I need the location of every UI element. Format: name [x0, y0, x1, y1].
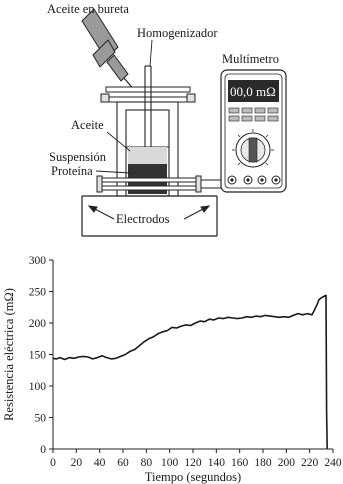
multimeter [221, 70, 286, 192]
x-tick-label: 240 [324, 457, 342, 469]
x-tick-label: 200 [277, 457, 295, 469]
oil-label: Aceite [71, 118, 104, 132]
y-tick-label: 50 [34, 412, 46, 425]
x-axis-title: Tiempo (segundos) [144, 470, 242, 484]
vessel-lid [101, 87, 195, 102]
multimeter-display-value: 00,0 mΩ [230, 84, 276, 99]
multimeter-label: Multímetro [222, 52, 279, 66]
y-axis-title: Resistencia eléctrica (mΩ) [2, 288, 16, 421]
electrodes-label: Electrodos [116, 212, 170, 226]
oil-leader-line [107, 132, 130, 151]
y-tick-label: 150 [28, 349, 46, 362]
oil-layer [128, 147, 167, 164]
suspension-label-line2: Proteína [51, 164, 93, 178]
x-tick-label: 120 [184, 457, 202, 469]
resistance-chart [2, 255, 342, 484]
suspension-leader-line [96, 171, 130, 173]
y-tick-label: 0 [40, 444, 46, 456]
y-tick-label: 300 [28, 255, 46, 267]
burette [82, 9, 136, 92]
x-tick-label: 0 [50, 457, 56, 469]
x-tick-label: 140 [207, 457, 225, 469]
homogenizer-leader-line [150, 40, 152, 66]
apparatus-diagram [47, 2, 286, 236]
y-tick-label: 100 [28, 381, 46, 393]
x-tick-label: 100 [161, 457, 179, 469]
suspension-label-line1: Suspensión [49, 150, 106, 164]
x-tick-label: 80 [140, 457, 153, 469]
y-tick-label: 200 [28, 318, 46, 330]
x-tick-label: 60 [117, 457, 129, 469]
x-tick-label: 20 [70, 457, 83, 469]
y-tick-label: 250 [28, 286, 46, 299]
x-tick-label: 160 [231, 457, 249, 469]
series-line-0 [53, 295, 327, 449]
oil-burette-label: Aceite en bureta [47, 2, 129, 16]
x-tick-label: 40 [93, 457, 106, 469]
x-tick-label: 220 [301, 457, 319, 469]
homogenizer-label: Homogenizador [137, 26, 218, 40]
x-tick-label: 180 [254, 457, 272, 469]
